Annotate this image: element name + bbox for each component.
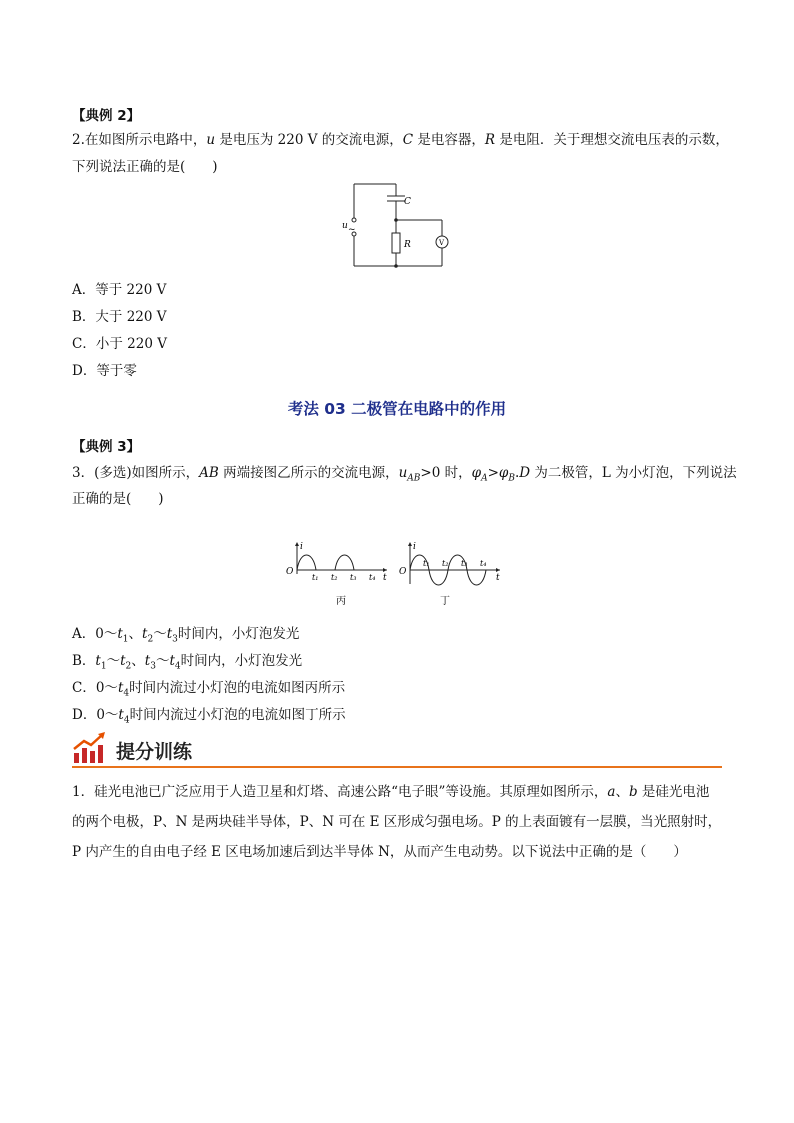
training-title: 提分训练 [116,741,193,763]
t1-text-b: 、 [615,784,629,800]
q2-text-d: 是电阻．关于理想交流电压表的示数， [495,132,729,148]
option-letter: C． [72,680,96,696]
option-text: ～ [106,653,121,669]
example3-option-a [72,622,299,645]
q3-text-b: 两端接图乙所示的交流电源， [218,465,399,481]
option-sub: 4 [123,715,130,726]
q3-text-a: 3．(多选)如图所示， [72,465,200,481]
option-letter: D． [72,707,97,723]
graph-bing-i-arrow [295,542,299,546]
example2-option-a [72,278,166,298]
graph-bing [283,540,393,610]
option-text: 0～ [95,626,118,642]
graph-ding-caption: 丁 [440,596,450,607]
graph-ding [396,540,506,610]
option-text: 0～ [96,707,119,723]
training-line1 [72,780,709,800]
source-symbol: ~ [348,225,356,235]
q2-var-r: R [484,132,496,148]
training-line3: P 内产生的自由电子经 E 区电场加速后到达半导体 N，从而产生电动势。以下说法中正确的是（ ） [72,844,687,860]
junction-top [394,218,398,222]
example3-option-c [72,676,345,699]
graph-bing-tick-4: t₄ [369,573,376,582]
q2-var-c: C [402,132,414,148]
option-text: 大于 220 V [95,309,167,325]
example3-option-d [72,703,346,726]
option-letter: A． [72,626,96,642]
graph-ding-tick-3: t₃ [461,559,468,568]
example3-option-b [72,649,302,672]
option-sub: 1 [100,661,107,672]
graph-bing-hump-1 [297,555,316,570]
q3-sub-b: B [508,473,515,484]
option-letter: B． [72,653,96,669]
example2-label: 【典例 2】 [72,108,141,124]
option-var: t [144,653,151,669]
graph-bing-tick-1: t₁ [312,573,319,582]
q2-text-a: 2.在如图所示电路中， [72,132,207,148]
option-letter: C． [72,336,96,352]
example3-question-line2: 正确的是( ) [72,491,164,507]
graph-bing-caption: 丙 [336,596,346,607]
t1-text-c: 是硅光电池 [637,784,710,800]
option-text: 时间内，小灯泡发光 [177,626,300,642]
example2-option-d [72,359,137,379]
q3-dot: . [514,465,520,481]
graph-ding-origin: O [399,567,407,577]
section-title-03: 考法 03 二极管在电路中的作用 [287,400,507,418]
option-text: 时间内流过小灯泡的电流如图丁所示 [129,707,346,723]
icon-bar-2 [82,748,87,763]
option-text: ～ [155,653,170,669]
graph-ding-i-arrow [408,542,412,546]
graph-ding-tick-2: t₂ [442,559,449,568]
q3-sub-ab: AB [407,473,421,484]
q3-text-d: 为二极管，L 为小灯泡，下列说法 [530,465,737,481]
q3-var-d: D [519,465,531,481]
option-sub: 4 [123,688,130,699]
graph-bing-hump-2 [335,555,354,570]
q3-var-u: u [398,465,408,481]
example2-question-line2: 下列说法正确的是( ) [72,159,218,175]
option-var: t [95,653,101,669]
option-text: 小于 220 V [95,336,167,352]
option-var: t [169,653,175,669]
graph-bing-tick-3: t₃ [350,573,357,582]
resistor-label: R [404,240,411,250]
example3-label: 【典例 3】 [72,439,141,455]
voltmeter-label: V [439,239,445,247]
graph-bing-origin: O [286,567,294,577]
source-label: u [342,221,348,231]
q2-var-u: u [206,132,216,148]
q3-var-ab: AB [199,465,219,481]
t1-text-a: 1．硅光电池已广泛应用于人造卫星和灯塔、高速公路“电子眼”等设施。其原理如图所示， [72,784,608,800]
option-sub: 3 [172,634,178,645]
training-divider [72,766,722,768]
chart-growth-icon [72,731,108,765]
option-var: t [166,626,173,642]
example2-option-b [72,305,167,325]
option-var: t [120,653,126,669]
icon-bar-1 [74,753,79,763]
option-sub: 2 [125,661,132,672]
graph-ding-t-arrow [496,568,500,572]
option-var: t [142,626,148,642]
graph-ding-i-label: i [413,542,416,552]
option-sub: 1 [122,634,129,645]
q3-var-phi-b: φ [498,465,509,481]
graph-bing-t-label: t [383,573,387,583]
option-text: 、 [131,653,145,669]
example3-question-line1 [72,461,737,484]
q2-text-b: 是电压为 220 V 的交流电源， [215,132,403,148]
graph-bing-i-label: i [300,542,303,552]
q3-gt: > [487,465,499,481]
option-text: ～ [153,626,167,642]
circuit-diagram [330,178,460,272]
option-letter: D． [72,363,97,379]
terminal-top [352,218,356,222]
option-sub: 4 [174,661,181,672]
q3-sub-a: A [481,473,488,484]
option-text: 0～ [95,680,118,696]
option-var: t [118,707,124,723]
graph-ding-t-label: t [496,573,500,583]
t1-var-b: b [628,784,638,800]
q2-text-c: 是电容器， [413,132,485,148]
graph-bing-tick-2: t₂ [331,573,338,582]
junction-bottom [394,264,398,268]
t1-var-a: a [607,784,616,800]
example2-question-line1 [72,128,729,148]
example2-option-c [72,332,167,352]
graph-ding-tick-1: t₁ [423,559,430,568]
capacitor-label: C [404,197,411,207]
option-sub: 2 [147,634,154,645]
icon-bar-3 [90,751,95,763]
option-var: t [117,680,124,696]
option-var: t [117,626,123,642]
icon-bar-4 [98,745,103,763]
resistor-symbol [392,233,400,253]
option-text: 、 [128,626,143,642]
option-text: 时间内流过小灯泡的电流如图丙所示 [129,680,346,696]
option-text: 等于零 [96,363,137,379]
graph-ding-tick-4: t₄ [480,559,487,568]
option-text: 时间内，小灯泡发光 [180,653,303,669]
icon-trend-line [74,735,102,749]
option-letter: B． [72,309,96,325]
q3-var-phi-a: φ [471,465,482,481]
option-sub: 3 [150,661,156,672]
option-text: 等于 220 V [95,282,167,298]
option-letter: A． [72,282,96,298]
graph-bing-t-arrow [383,568,387,572]
q3-text-c: >0 时， [420,465,472,481]
training-line2: 的两个电极，P、N 是两块硅半导体，P、N 可在 E 区形成匀强电场。P 的上表面镀有一层膜，当光照射时， [72,814,722,830]
